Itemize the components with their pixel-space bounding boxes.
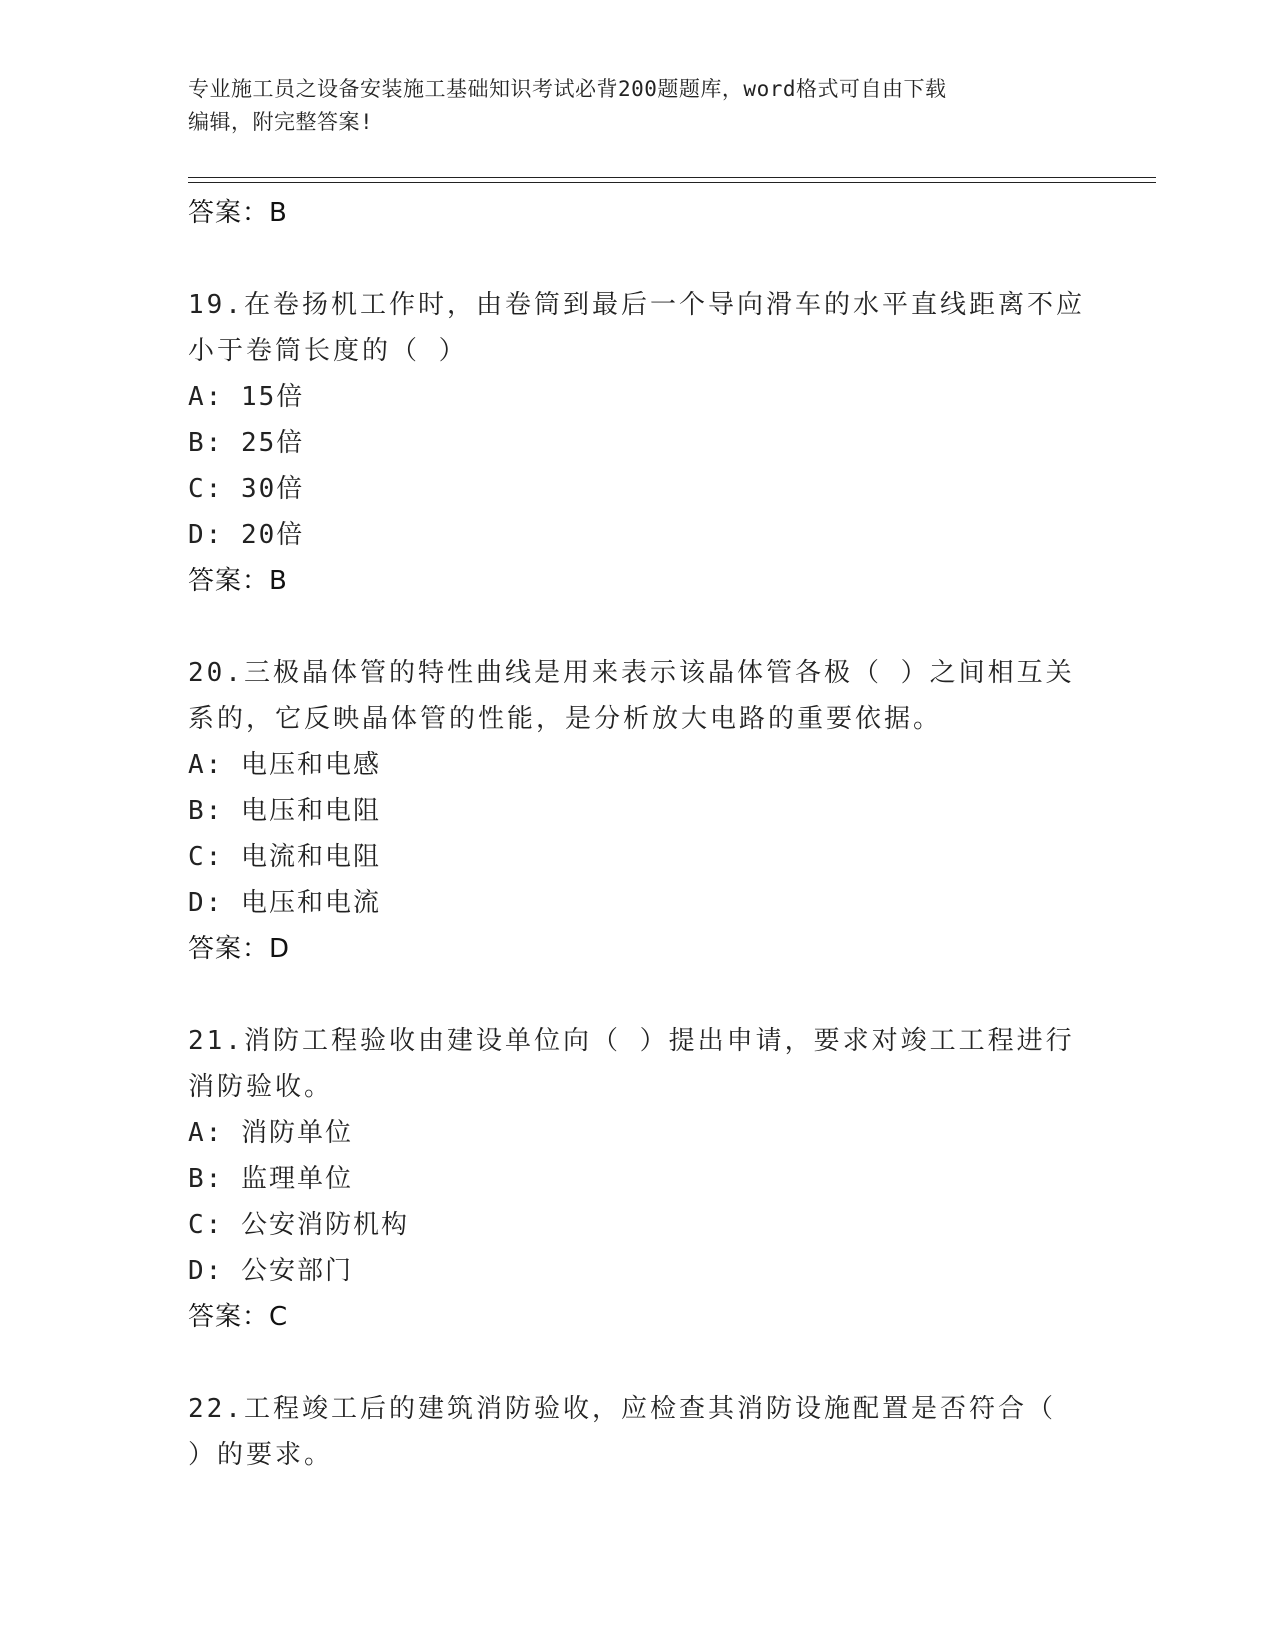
question-text-line: ）的要求。 — [188, 1440, 334, 1470]
document-body — [188, 190, 1088, 1478]
header-divider-double — [188, 182, 1156, 183]
question-21 — [188, 1018, 1088, 1110]
option-a: A: 15倍 — [188, 382, 305, 412]
question-22 — [188, 1386, 1088, 1478]
option-c: C: 电流和电阻 — [188, 842, 381, 872]
header-line-2: 编辑，附完整答案! — [188, 110, 374, 134]
header-divider — [188, 177, 1156, 178]
spacer — [188, 1340, 1088, 1386]
answer-line: 答案：B — [188, 566, 288, 596]
question-text-line: 21.消防工程验收由建设单位向（ ）提出申请，要求对竣工工程进行 — [188, 1026, 1075, 1056]
option-d: D: 公安部门 — [188, 1256, 353, 1286]
question-19 — [188, 282, 1088, 374]
spacer — [188, 604, 1088, 650]
question-text-line: 系的，它反映晶体管的性能，是分析放大电路的重要依据。 — [188, 704, 943, 734]
question-text-line: 消防验收。 — [188, 1072, 334, 1102]
answer-line: 答案：C — [188, 1302, 289, 1332]
question-20 — [188, 650, 1088, 742]
option-d: D: 电压和电流 — [188, 888, 381, 918]
option-b: B: 监理单位 — [188, 1164, 353, 1194]
option-c: C: 公安消防机构 — [188, 1210, 409, 1240]
question-text-line: 22.工程竣工后的建筑消防验收，应检查其消防设施配置是否符合（ — [188, 1394, 1056, 1424]
option-b: B: 25倍 — [188, 428, 305, 458]
answer-line: 答案：D — [188, 934, 291, 964]
spacer — [188, 236, 1088, 282]
spacer — [188, 972, 1088, 1018]
option-a: A: 消防单位 — [188, 1118, 353, 1148]
header-line-1: 专业施工员之设备安装施工基础知识考试必背200题题库，word格式可自由下载 — [188, 77, 947, 101]
question-text-line: 20.三极晶体管的特性曲线是用来表示该晶体管各极（ ）之间相互关 — [188, 658, 1075, 688]
option-d: D: 20倍 — [188, 520, 305, 550]
question-text-line: 19.在卷扬机工作时，由卷筒到最后一个导向滑车的水平直线距离不应 — [188, 290, 1085, 320]
option-c: C: 30倍 — [188, 474, 305, 504]
option-a: A: 电压和电感 — [188, 750, 381, 780]
option-b: B: 电压和电阻 — [188, 796, 381, 826]
question-text-line: 小于卷筒长度的（ ） — [188, 336, 468, 366]
page-header — [188, 73, 1068, 139]
answer-line: 答案：B — [188, 198, 288, 228]
